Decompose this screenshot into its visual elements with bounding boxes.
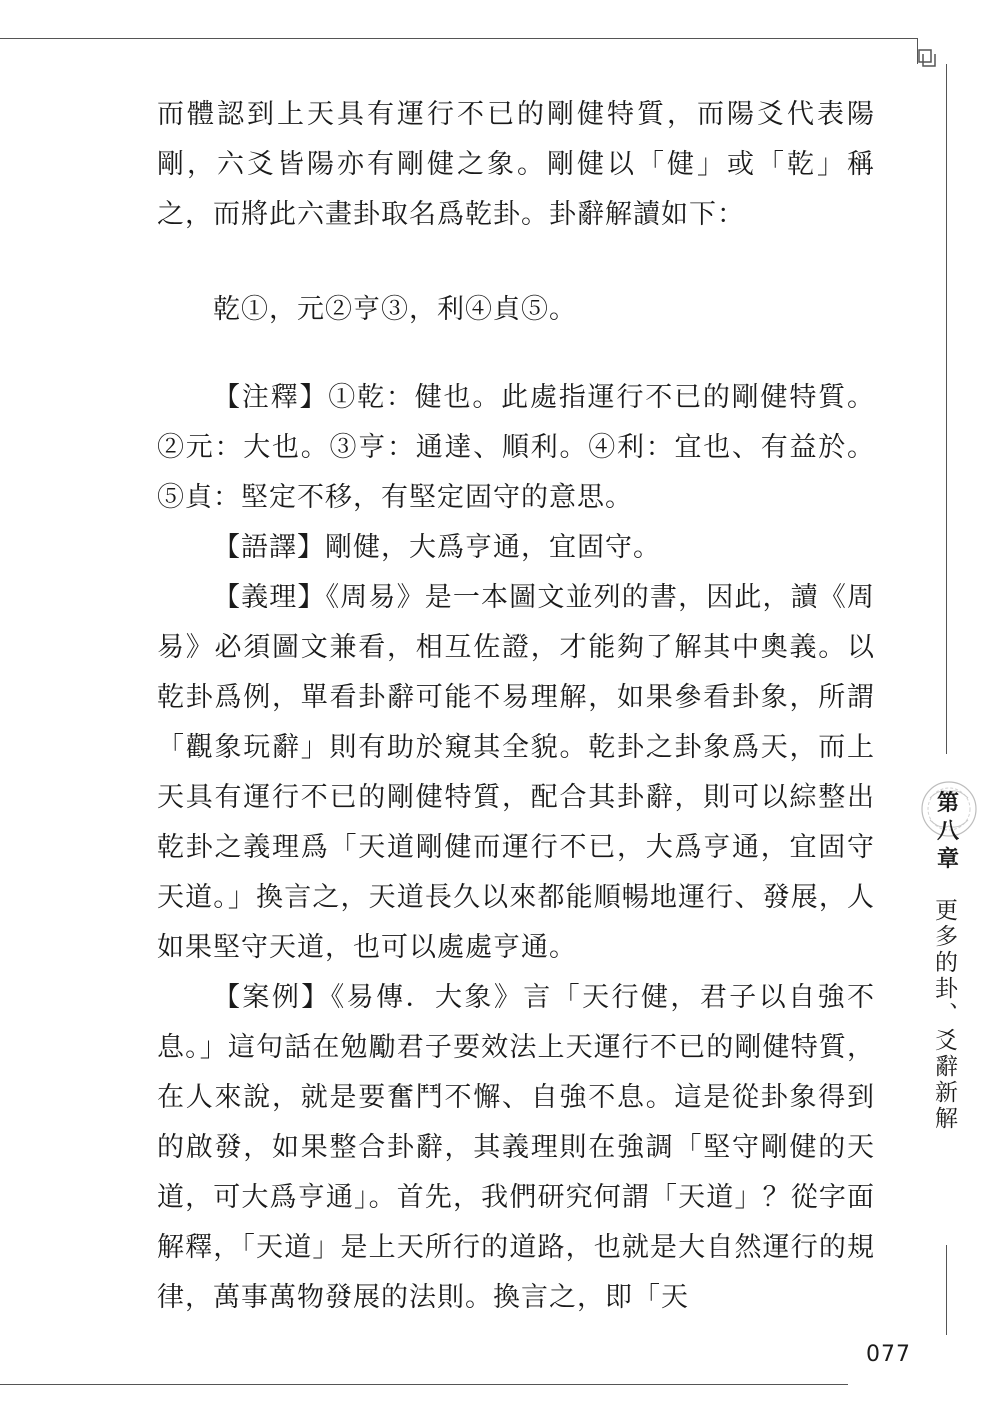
chapter-label: 第八章: [936, 791, 959, 872]
corner-ornament-icon: [917, 48, 937, 68]
page-number: 077: [866, 1342, 911, 1367]
main-text: [157, 90, 875, 1323]
right-margin-rule-lower: [946, 1245, 947, 1335]
top-rule: [0, 38, 917, 39]
hexagram-verse: 乾①，元②亨③，利④貞⑤。: [213, 294, 577, 325]
right-margin-rule-upper: [946, 64, 947, 754]
paragraph-intro: 而體認到上天具有運行不已的剛健特質，而陽爻代表陽剛，六爻皆陽亦有剛健之象。剛健以「健」或「乾」稱之，而將此六畫卦取名爲乾卦。卦辭解讀如下：: [157, 99, 875, 230]
bottom-rule: [0, 1384, 848, 1385]
paragraph-case: 【案例】《易傳．大象》言「天行健，君子以自強不息。」這句話在勉勵君子要效法上天運行不已的剛健特質，在人來說，就是要奮鬥不懈、自強不息。這是從卦象得到的啟發，如果整合卦辭，其義理則在強調「堅守剛健的天道，可大爲亨通」。首先，我們研究何謂「天道」？從字面解釋，「天道」是上天所行的道路，也就是大自然運行的規律，萬事萬物發展的法則。換言之，即「天: [157, 982, 875, 1313]
chapter-title: 更多的卦、爻辭新解: [931, 898, 957, 1132]
paragraph-notes: 【注釋】①乾：健也。此處指運行不已的剛健特質。②元：大也。③亨：通達、順利。④利：宜也、有益於。⑤貞：堅定不移，有堅定固守的意思。: [157, 382, 875, 513]
paragraph-translation: 【語譯】剛健，大爲亨通，宜固守。: [213, 532, 661, 563]
paragraph-meaning: 【義理】《周易》是一本圖文並列的書，因此，讀《周易》必須圖文兼看，相互佐證，才能夠了解其中奧義。以乾卦爲例，單看卦辭可能不易理解，如果參看卦象，所謂「觀象玩辭」則有助於窺其全貌。乾卦之卦象爲天，而上天具有運行不已的剛健特質，配合其卦辭，則可以綜整出乾卦之義理爲「天道剛健而運行不已，大爲亨通，宜固守天道。」換言之，天道長久以來都能順暢地運行、發展，人如果堅守天道，也可以處處亨通。: [157, 582, 875, 963]
